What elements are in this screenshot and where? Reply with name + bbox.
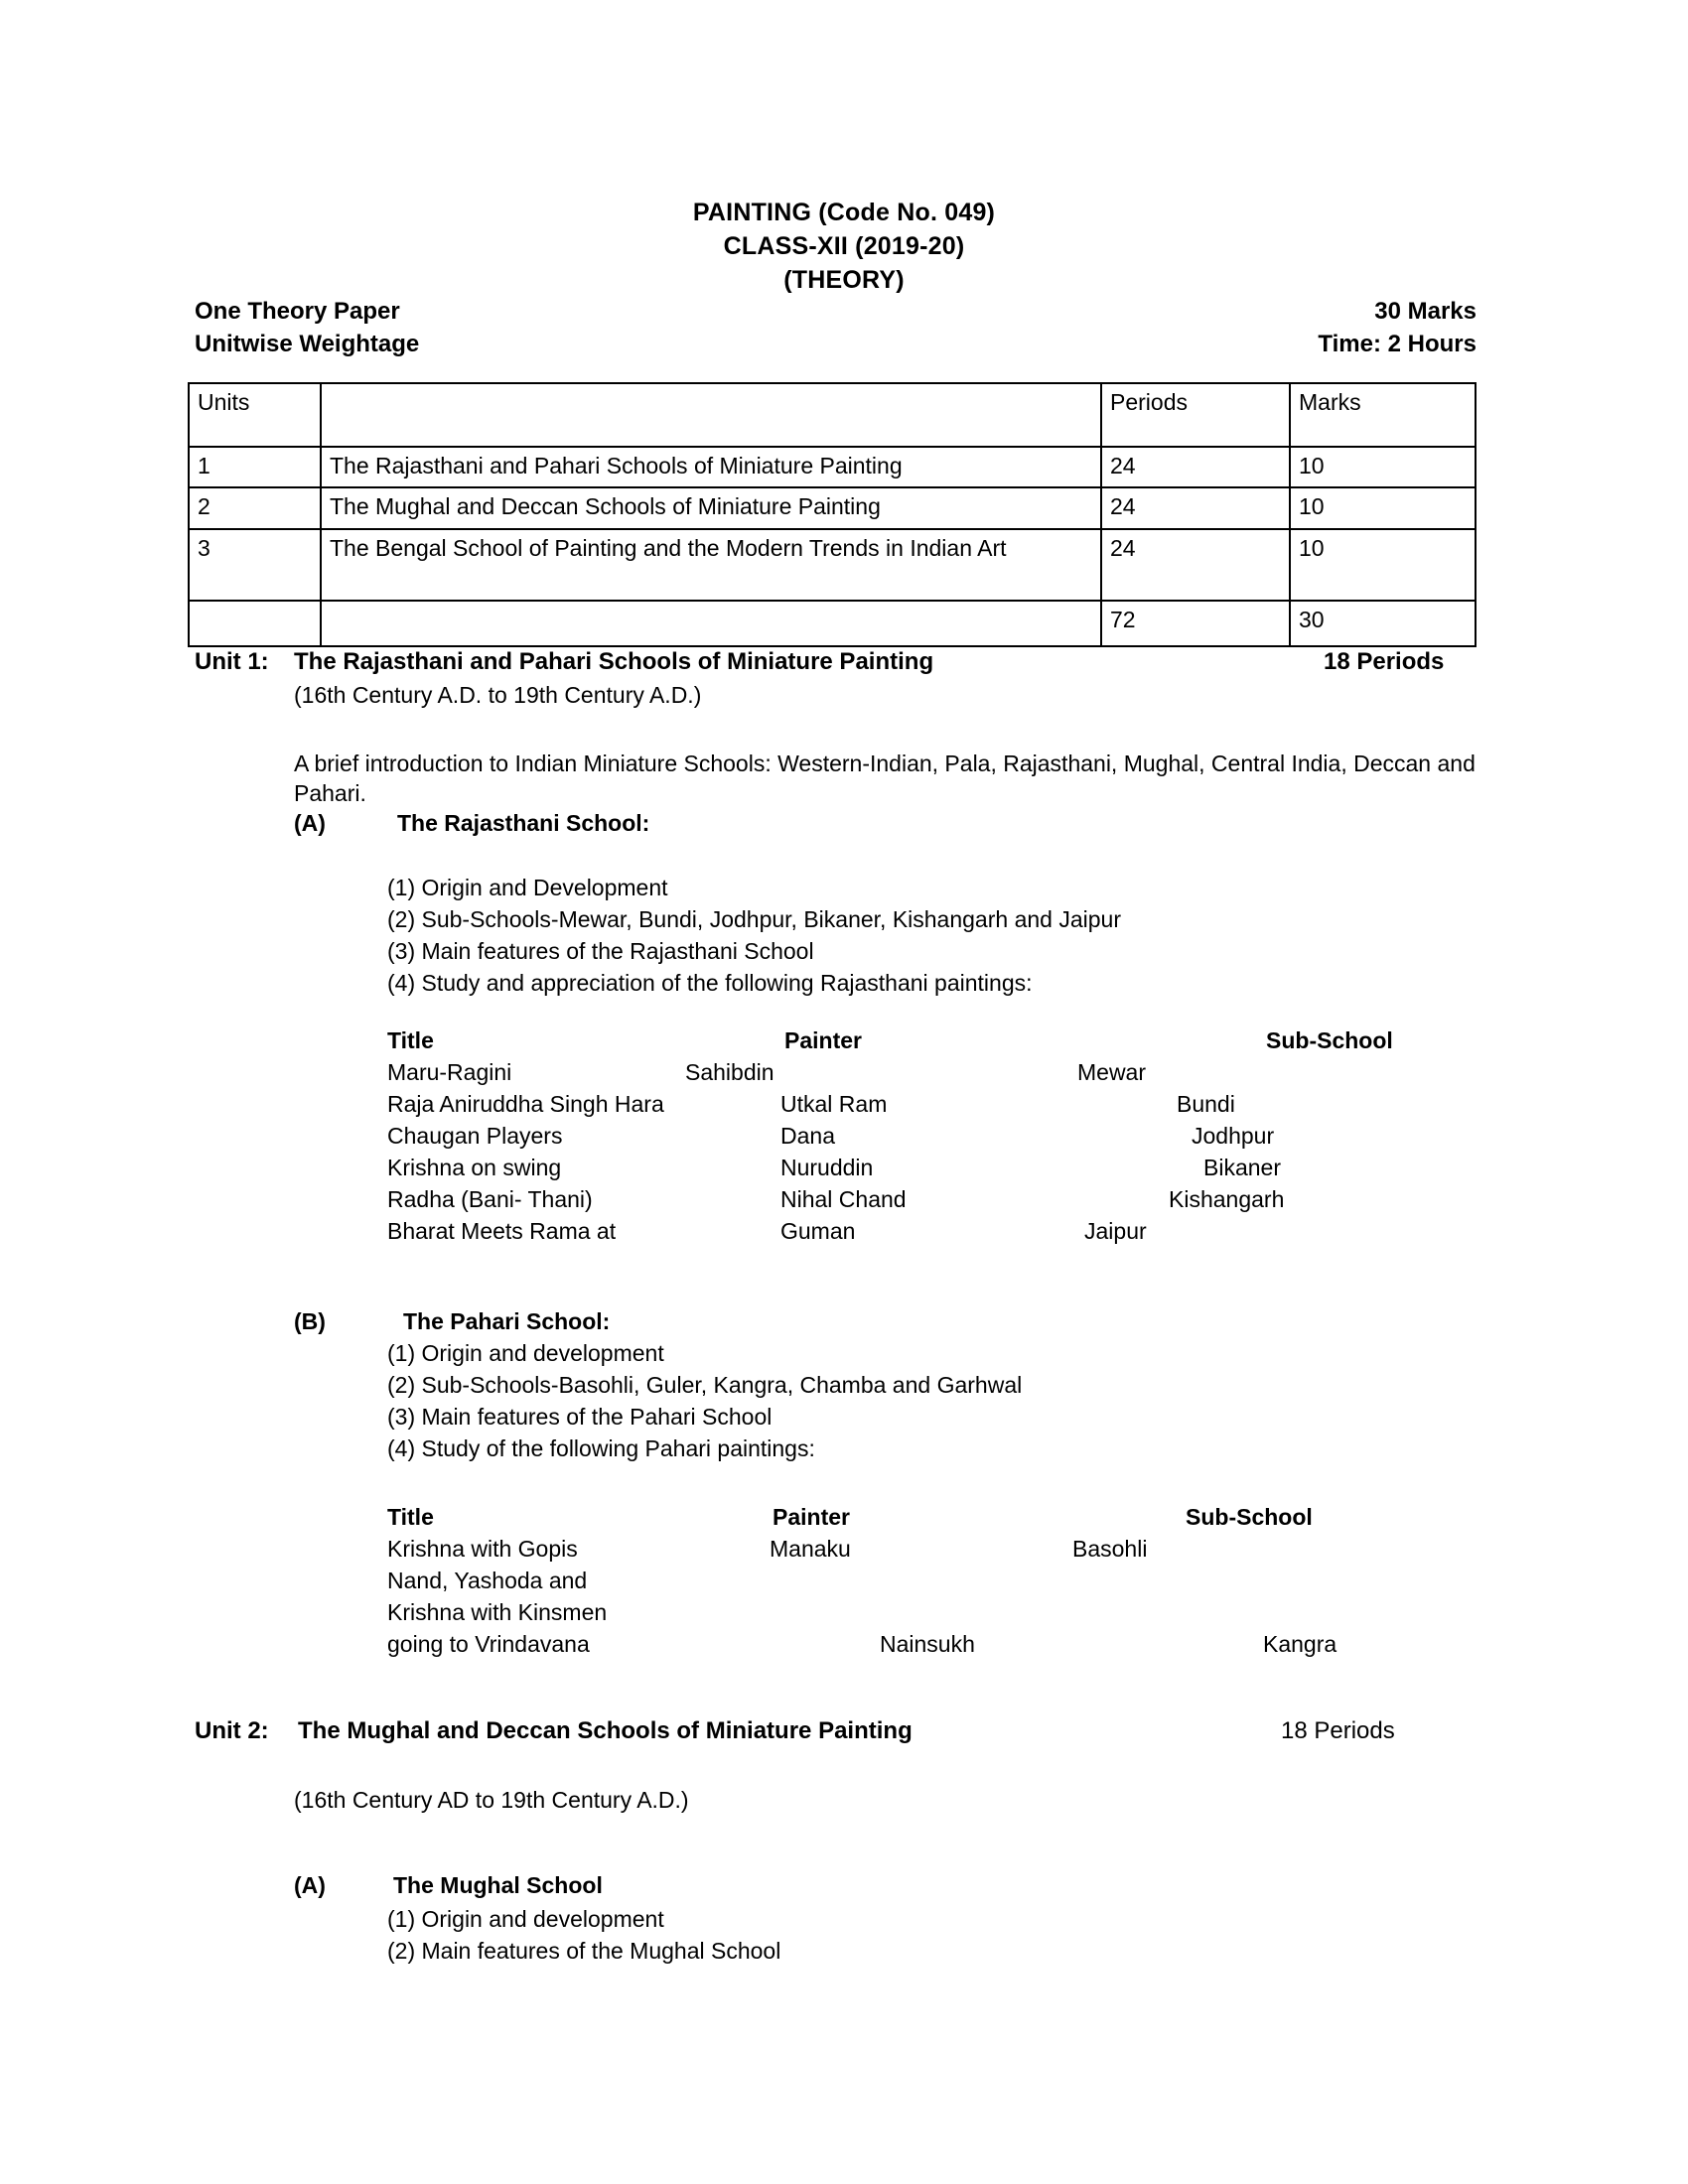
page-title-line-1: PAINTING (Code No. 049) xyxy=(692,199,996,226)
section-a-item-1: (1) Origin and Development xyxy=(387,875,668,900)
cell-periods: 24 xyxy=(1101,447,1290,487)
rajasthani-table-header-painter: Painter xyxy=(784,1027,862,1053)
page-title-line-3: (THEORY) xyxy=(783,266,905,294)
unit-1-subtitle: (16th Century A.D. to 19th Century A.D.) xyxy=(294,682,702,708)
column-header-blank xyxy=(321,383,1101,447)
unit-1-title: The Rajasthani and Pahari Schools of Miniature Painting xyxy=(294,648,934,675)
unit-2-section-a-item-2: (2) Main features of the Mughal School xyxy=(387,1938,781,1964)
rajasthani-row-title: Bharat Meets Rama at xyxy=(387,1218,617,1244)
section-a-item-3: (3) Main features of the Rajasthani School xyxy=(387,938,814,964)
section-a-item-4: (4) Study and appreciation of the following Rajasthani paintings: xyxy=(387,970,1033,996)
pahari-row-title: going to Vrindavana xyxy=(387,1631,590,1657)
unit-1-label: Unit 1: xyxy=(195,648,269,675)
paper-type-label: One Theory Paper xyxy=(195,298,400,325)
pahari-row-painter: Manaku xyxy=(770,1536,851,1562)
cell-description: The Mughal and Deccan Schools of Miniature Painting xyxy=(321,487,1101,528)
pahari-row-title: Krishna with Kinsmen xyxy=(387,1599,608,1625)
rajasthani-table-header-title: Title xyxy=(387,1027,434,1053)
cell-description xyxy=(321,601,1101,646)
cell-periods: 24 xyxy=(1101,487,1290,528)
column-header-marks: Marks xyxy=(1290,383,1476,447)
cell-marks: 10 xyxy=(1290,487,1476,528)
rajasthani-row-title: Chaugan Players xyxy=(387,1123,563,1149)
rajasthani-table-header-subschool: Sub-School xyxy=(1266,1027,1393,1053)
exam-duration-label: Time: 2 Hours xyxy=(1318,331,1477,357)
unit-2-title: The Mughal and Deccan Schools of Miniature Painting xyxy=(298,1717,913,1744)
cell-unit: 2 xyxy=(189,487,321,528)
unit-2-section-a-letter: (A) xyxy=(294,1872,326,1898)
cell-periods: 24 xyxy=(1101,529,1290,601)
pahari-row-subschool: Kangra xyxy=(1263,1631,1337,1657)
section-a-title: The Rajasthani School: xyxy=(397,810,650,836)
page-title-line-2: CLASS-XII (2019-20) xyxy=(723,232,965,260)
unit-2-label: Unit 2: xyxy=(195,1717,269,1744)
unit-1-intro-paragraph: A brief introduction to Indian Miniature Schools: Western-Indian, Pala, Rajasthani, Mughal, Central India, Deccan and Pahari. xyxy=(294,751,1476,807)
rajasthani-row-title: Radha (Bani- Thani) xyxy=(387,1186,593,1212)
rajasthani-row-title: Maru-Ragini xyxy=(387,1059,512,1085)
table-row xyxy=(189,487,1476,528)
unit-2-subtitle: (16th Century AD to 19th Century A.D.) xyxy=(294,1787,689,1813)
rajasthani-row-subschool: Kishangarh xyxy=(1169,1186,1285,1212)
rajasthani-row-subschool: Jaipur xyxy=(1084,1218,1147,1244)
pahari-table-header-subschool: Sub-School xyxy=(1186,1504,1313,1530)
rajasthani-row-painter: Dana xyxy=(780,1123,835,1149)
total-marks-label: 30 Marks xyxy=(1374,298,1477,325)
rajasthani-row-title: Krishna on swing xyxy=(387,1155,562,1180)
pahari-table-header-painter: Painter xyxy=(773,1504,850,1530)
pahari-row-subschool: Basohli xyxy=(1072,1536,1148,1562)
cell-marks: 10 xyxy=(1290,529,1476,601)
unit-1-periods: 18 Periods xyxy=(1324,648,1445,675)
cell-description: The Rajasthani and Pahari Schools of Miniature Painting xyxy=(321,447,1101,487)
cell-unit xyxy=(189,601,321,646)
section-a-letter: (A) xyxy=(294,810,326,836)
rajasthani-row-subschool: Jodhpur xyxy=(1192,1123,1275,1149)
rajasthani-row-subschool: Bikaner xyxy=(1203,1155,1281,1180)
rajasthani-row-painter: Nuruddin xyxy=(780,1155,874,1180)
column-header-units: Units xyxy=(189,383,321,447)
pahari-row-title: Nand, Yashoda and xyxy=(387,1568,588,1593)
section-b-item-2: (2) Sub-Schools-Basohli, Guler, Kangra, Chamba and Garhwal xyxy=(387,1372,1023,1398)
cell-description: The Bengal School of Painting and the Modern Trends in Indian Art xyxy=(321,529,1101,601)
section-b-item-4: (4) Study of the following Pahari paintings: xyxy=(387,1435,815,1461)
section-b-letter: (B) xyxy=(294,1308,326,1334)
table-row xyxy=(189,447,1476,487)
rajasthani-row-painter: Nihal Chand xyxy=(780,1186,907,1212)
cell-marks: 10 xyxy=(1290,447,1476,487)
unit-2-section-a-item-1: (1) Origin and development xyxy=(387,1906,664,1932)
unit-2-periods: 18 Periods xyxy=(1281,1717,1395,1744)
rajasthani-row-painter: Utkal Ram xyxy=(780,1091,888,1117)
rajasthani-row-subschool: Mewar xyxy=(1077,1059,1147,1085)
pahari-row-painter: Nainsukh xyxy=(880,1631,975,1657)
section-a-item-2: (2) Sub-Schools-Mewar, Bundi, Jodhpur, Bikaner, Kishangarh and Jaipur xyxy=(387,906,1121,932)
rajasthani-row-subschool: Bundi xyxy=(1177,1091,1235,1117)
rajasthani-row-title: Raja Aniruddha Singh Hara xyxy=(387,1091,664,1117)
table-header-row xyxy=(189,383,1476,447)
table-total-row xyxy=(189,601,1476,646)
section-b-item-3: (3) Main features of the Pahari School xyxy=(387,1404,773,1430)
cell-total-periods: 72 xyxy=(1101,601,1290,646)
cell-unit: 3 xyxy=(189,529,321,601)
pahari-table-header-title: Title xyxy=(387,1504,434,1530)
rajasthani-row-painter: Guman xyxy=(780,1218,856,1244)
section-b-title: The Pahari School: xyxy=(403,1308,611,1334)
weightage-label: Unitwise Weightage xyxy=(195,331,420,357)
weightage-table xyxy=(188,382,1477,647)
cell-total-marks: 30 xyxy=(1290,601,1476,646)
table-row xyxy=(189,529,1476,601)
unit-2-section-a-title: The Mughal School xyxy=(393,1872,603,1898)
column-header-periods: Periods xyxy=(1101,383,1290,447)
rajasthani-row-painter: Sahibdin xyxy=(685,1059,774,1085)
cell-unit: 1 xyxy=(189,447,321,487)
pahari-row-title: Krishna with Gopis xyxy=(387,1536,578,1562)
section-b-item-1: (1) Origin and development xyxy=(387,1340,664,1366)
